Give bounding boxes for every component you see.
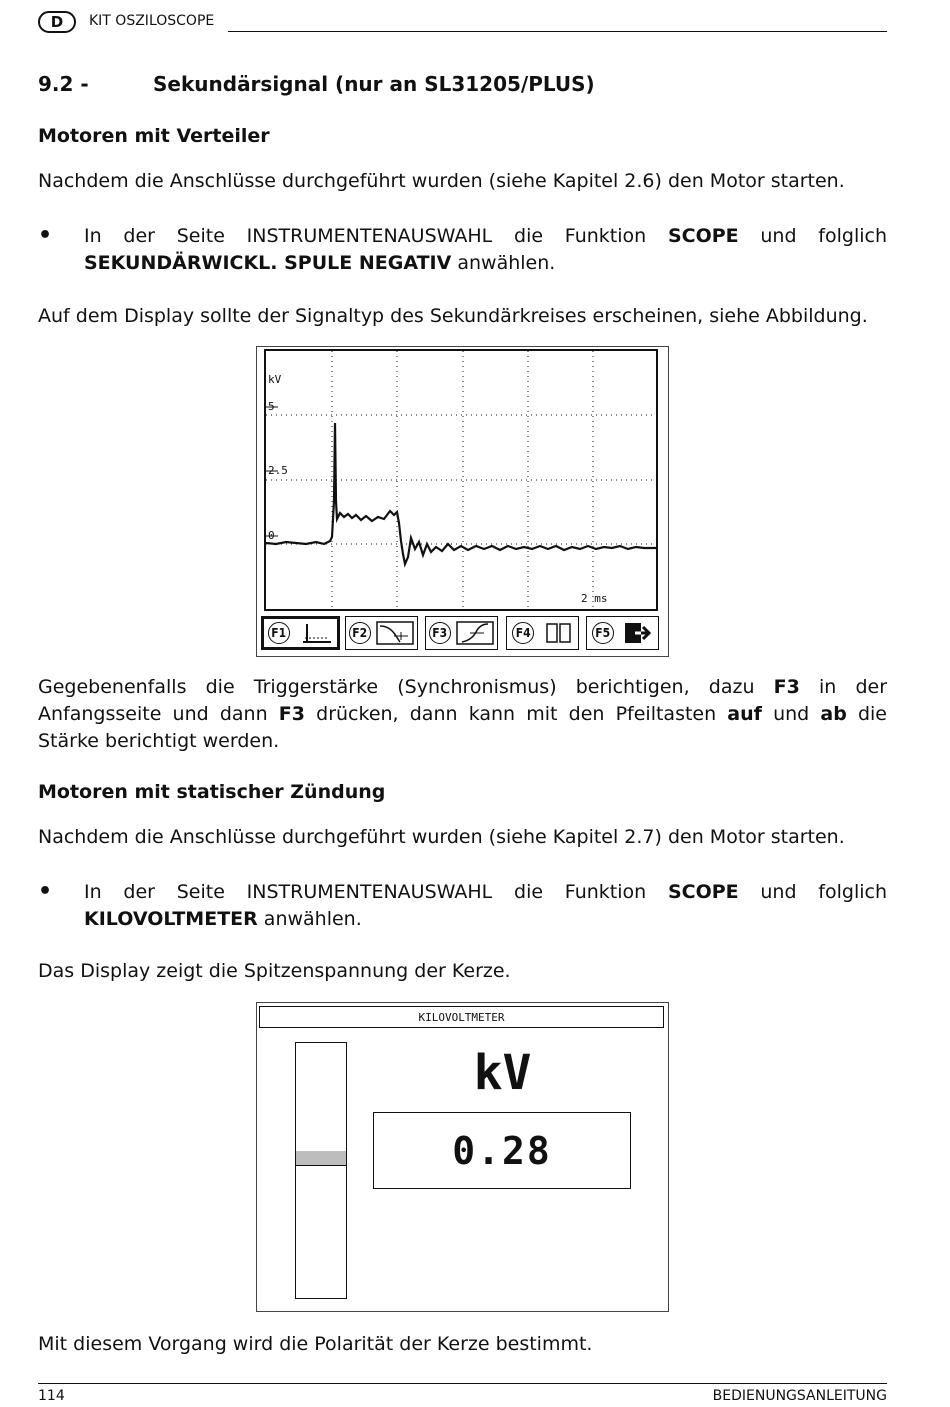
bullet-marker: •: [38, 879, 53, 904]
f1-key-label: F1: [268, 622, 290, 644]
header-title: KIT OSZILOSCOPE: [89, 13, 215, 29]
f3-key[interactable]: [425, 616, 498, 650]
f4-key-label: F4: [512, 622, 534, 644]
kv-level-indicator: [296, 1151, 346, 1166]
trigger-slope-up-icon: [456, 620, 494, 646]
f2-key[interactable]: [345, 616, 418, 650]
f2-key-label: F2: [349, 622, 371, 644]
scope-y-label-0: 0: [268, 529, 275, 542]
section-number: 9.2 -: [38, 72, 89, 96]
exit-icon: [623, 621, 653, 645]
scope-y-label-2-5: 2.5: [268, 464, 288, 477]
f4-key[interactable]: [506, 616, 579, 650]
heading-distributor-engines: Motoren mit Verteiler: [38, 125, 270, 147]
scope-waveform-plot: [266, 351, 656, 609]
kv-value: 0.28: [452, 1128, 552, 1173]
trigger-position-icon: [297, 620, 333, 646]
kv-readout-box: [373, 1112, 631, 1189]
f1-key[interactable]: [261, 616, 340, 650]
bullet-marker: •: [38, 223, 53, 248]
part1-intro: Nachdem die Anschlüsse durchgeführt wurden (siehe Kapitel 2.6) den Motor starten.: [38, 170, 845, 192]
closing-text: Mit diesem Vorgang wird die Polarität der Kerze bestimmt.: [38, 1333, 593, 1355]
part2-after-text: Das Display zeigt die Spitzenspannung der Kerze.: [38, 960, 511, 982]
dual-channel-icon: [545, 622, 573, 644]
f5-key[interactable]: [586, 616, 659, 650]
footer-rule: [38, 1383, 887, 1384]
part1-after-text: Auf dem Display sollte der Signaltyp des Sekundärkreises erscheinen, siehe Abbildung.: [38, 305, 868, 327]
section-title: Sekundärsignal (nur an SL31205/PLUS): [153, 72, 595, 96]
language-badge: D: [38, 11, 76, 33]
scope-timebase-label: 2 ms: [581, 592, 608, 605]
trigger-slope-down-icon: [376, 620, 414, 646]
part2-bullet-text: In der Seite INSTRUMENTENAUSWAHL die Funktion SCOPE und folglich KILOVOLTMETER anwählen.: [84, 881, 887, 930]
trigger-paragraph: Gegebenenfalls die Triggerstärke (Synchronismus) berichtigen, dazu F3 in der Anfangsseite und dann F3 drücken, dann kann mit den Pfeiltasten auf und ab die Stärke berichtigt werden.: [38, 676, 888, 752]
f3-key-label: F3: [429, 622, 451, 644]
header-rule: [228, 31, 887, 32]
part1-bullet-text: In der Seite INSTRUMENTENAUSWAHL die Funktion SCOPE und folglich SEKUNDÄRWICKL. SPULE NEGATIV anwählen.: [84, 225, 887, 274]
kilovoltmeter-title-bar: KILOVOLTMETER: [259, 1006, 664, 1028]
footer-doc-title: BEDIENUNGSANLEITUNG: [712, 1388, 887, 1404]
secondary-ignition-waveform: [266, 423, 656, 564]
scope-grid: [266, 351, 656, 609]
f5-key-label: F5: [592, 622, 614, 644]
scope-y-label-5: 5: [268, 400, 275, 413]
page-number: 114: [38, 1388, 65, 1404]
kv-level-bar: [295, 1042, 347, 1299]
heading-static-ignition-engines: Motoren mit statischer Zündung: [38, 781, 386, 803]
part2-intro: Nachdem die Anschlüsse durchgeführt wurden (siehe Kapitel 2.7) den Motor starten.: [38, 826, 845, 848]
scope-unit-label: kV: [268, 373, 282, 386]
kv-unit-label: kV: [473, 1045, 532, 1101]
